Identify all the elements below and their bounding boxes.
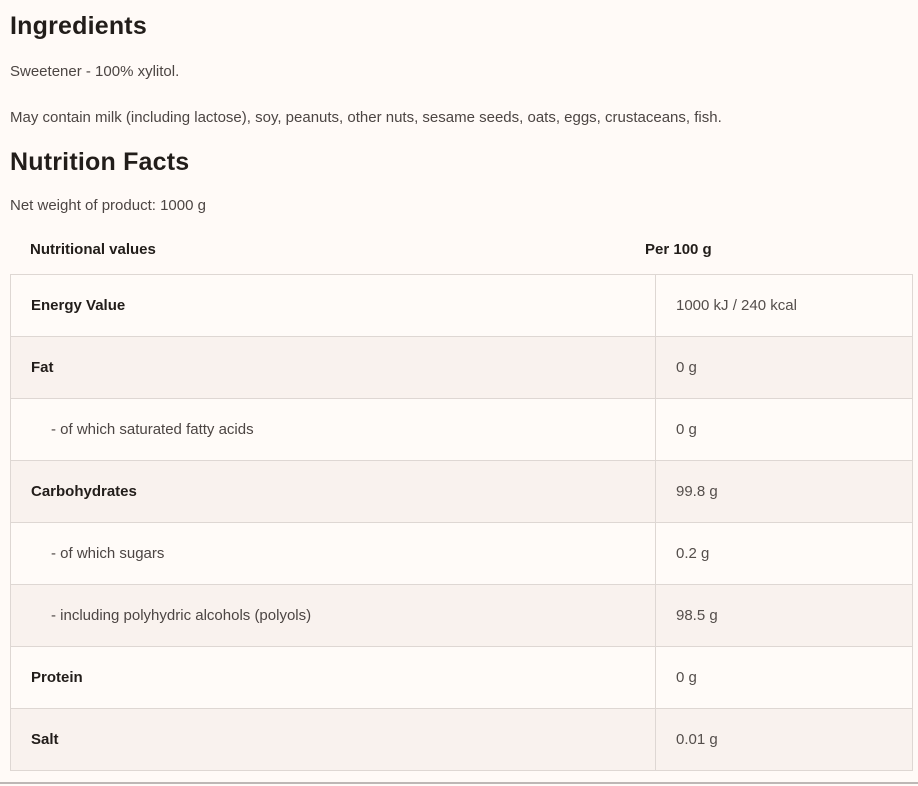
nutrient-label: Fat [11,336,656,398]
nutrient-value: 0.2 g [656,522,913,584]
nutrient-value: 0 g [656,398,913,460]
column-header-nutritional-values: Nutritional values [30,240,156,258]
net-weight-text: Net weight of product: 1000 g [10,197,206,214]
nutrient-value: 0 g [656,336,913,398]
product-details-section [0,10,918,771]
table-row [11,646,913,708]
nutrient-value: 0 g [656,646,913,708]
table-row [11,708,913,770]
nutrient-label: Carbohydrates [11,460,656,522]
table-row [11,522,913,584]
table-row [11,584,913,646]
ingredients-description: Sweetener - 100% xylitol. [10,62,180,80]
nutrient-label: Salt [11,708,656,770]
nutrient-value: 0.01 g [656,708,913,770]
table-row [11,336,913,398]
table-row [11,398,913,460]
column-header-per-100g: Per 100 g [645,240,712,258]
nutrient-label: - of which sugars [11,522,656,584]
nutrient-value: 98.5 g [656,584,913,646]
ingredients-heading: Ingredients [10,12,147,40]
nutrition-table-header [10,241,913,258]
nutrient-label: Energy Value [11,274,656,336]
nutrition-table-body [11,274,913,770]
nutrient-label: - of which saturated fatty acids [11,398,656,460]
allergen-notice: May contain milk (including lactose), soy, peanuts, other nuts, sesame seeds, oats, eggs, crustaceans, fish. [10,108,722,126]
table-row [11,274,913,336]
nutrient-value: 99.8 g [656,460,913,522]
table-row [11,460,913,522]
section-bottom-divider [0,782,918,784]
nutrition-table [10,274,913,771]
nutrition-facts-heading: Nutrition Facts [10,148,190,177]
nutrient-label: Protein [11,646,656,708]
nutrient-value: 1000 kJ / 240 kcal [656,274,913,336]
nutrient-label: - including polyhydric alcohols (polyols) [11,584,656,646]
